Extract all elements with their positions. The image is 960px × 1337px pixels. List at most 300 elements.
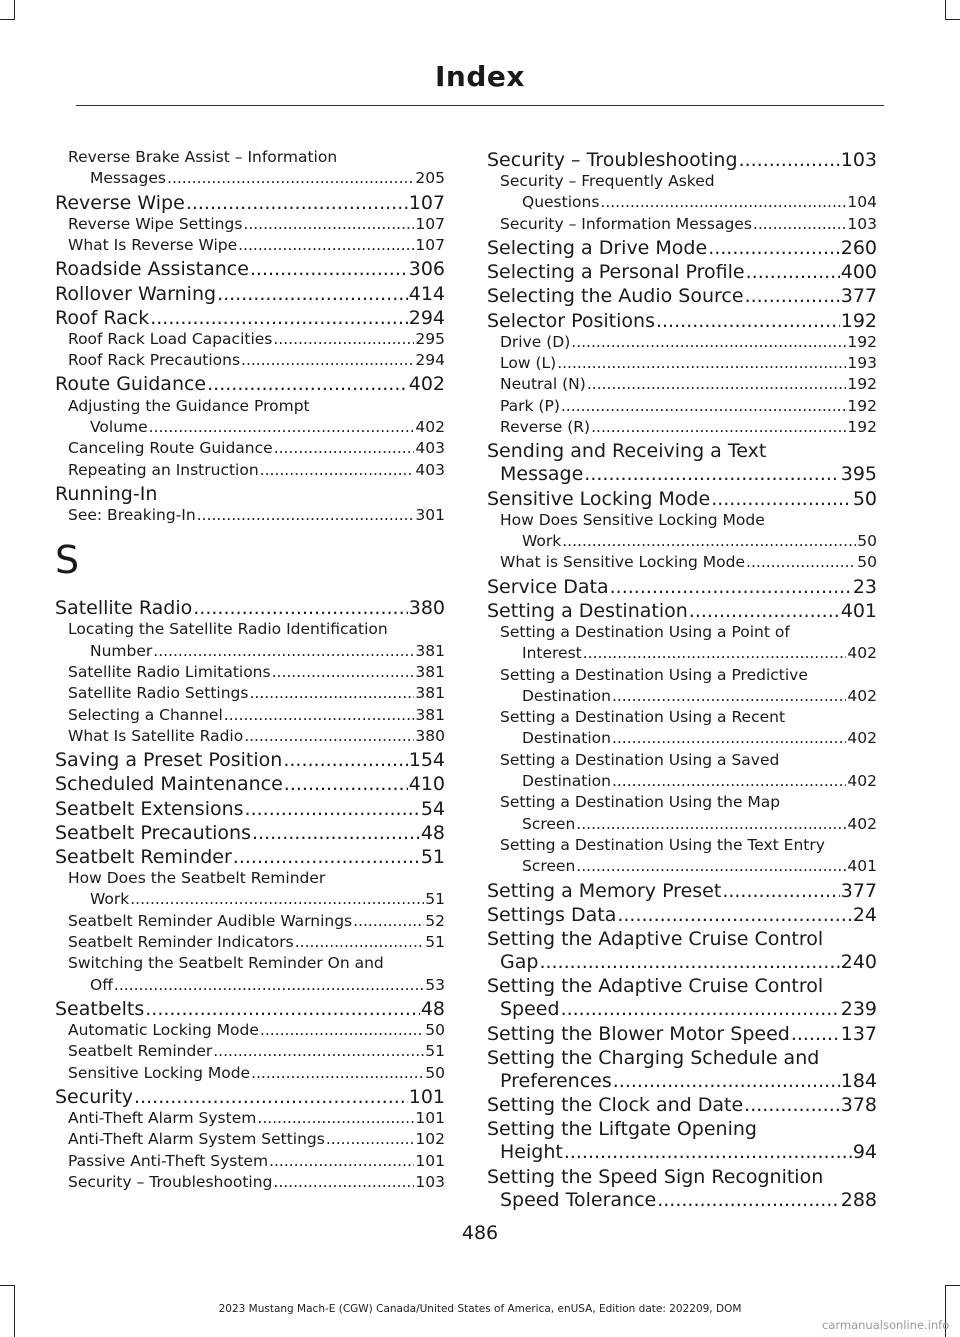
page-reference[interactable]: 401 xyxy=(847,857,877,876)
page-reference[interactable]: 239 xyxy=(840,998,877,1021)
entry-text: Route Guidance xyxy=(55,373,207,396)
index-entry[interactable] xyxy=(487,904,877,927)
entry-text: Drive (D) xyxy=(500,332,571,351)
index-subentry[interactable] xyxy=(55,663,445,684)
entry-text: Saving a Preset Position xyxy=(55,749,283,772)
dot-leader xyxy=(130,890,424,909)
crop-mark xyxy=(946,1285,960,1286)
entry-text: Park (P) xyxy=(500,396,560,415)
entry-text: Setting a Destination xyxy=(487,599,688,622)
dot-leader xyxy=(167,169,414,188)
dot-leader xyxy=(250,258,408,281)
crop-mark xyxy=(946,19,960,20)
index-entry[interactable] xyxy=(487,149,877,172)
entry-text: Setting the Adaptive Cruise Control xyxy=(487,927,824,950)
entry-text: Seatbelts xyxy=(55,997,145,1020)
page-reference[interactable]: 107 xyxy=(408,191,445,214)
entry-text: Message xyxy=(500,463,584,486)
page-reference[interactable]: 402 xyxy=(415,417,445,436)
entry-text: Seatbelt Precautions xyxy=(55,821,251,844)
dot-leader xyxy=(746,261,840,284)
page-reference[interactable]: 51 xyxy=(425,1042,445,1061)
page-reference[interactable]: 294 xyxy=(415,351,445,370)
index-entry[interactable] xyxy=(55,307,445,330)
entry-text: Selecting a Channel xyxy=(68,705,223,724)
entry-text: Speed xyxy=(500,998,560,1021)
entry-text: Work xyxy=(522,532,562,551)
page-reference[interactable]: 380 xyxy=(408,597,445,620)
entry-text: Screen xyxy=(522,857,576,876)
page-reference[interactable]: 50 xyxy=(425,1021,445,1040)
entry-text: Satellite Radio Settings xyxy=(68,684,249,703)
dot-leader xyxy=(746,553,856,572)
page-reference[interactable]: 50 xyxy=(857,553,877,572)
page-reference[interactable]: 103 xyxy=(415,1173,445,1192)
index-subentry[interactable] xyxy=(55,215,445,236)
index-entry[interactable] xyxy=(487,880,877,903)
index-subentry[interactable] xyxy=(55,727,445,748)
entry-text: Seatbelt Extensions xyxy=(55,797,244,820)
dot-leader xyxy=(591,418,846,437)
page-reference[interactable]: 52 xyxy=(425,911,445,930)
index-entry[interactable] xyxy=(55,258,445,281)
index-entry[interactable] xyxy=(55,846,445,869)
page-reference[interactable]: 192 xyxy=(847,417,877,436)
page-reference[interactable]: 381 xyxy=(415,663,445,682)
page-reference[interactable]: 377 xyxy=(840,879,877,902)
dot-leader xyxy=(576,857,846,876)
entry-text: Messages xyxy=(90,169,167,188)
watermark: carmanualsonline.info xyxy=(822,1318,950,1332)
index-entry[interactable] xyxy=(487,975,877,1021)
page-reference[interactable]: 50 xyxy=(425,1063,445,1082)
entry-text: Security – Frequently Asked xyxy=(500,172,715,191)
page-reference[interactable]: 50 xyxy=(857,532,877,551)
entry-text: Preferences xyxy=(500,1069,612,1092)
dot-leader xyxy=(193,597,407,620)
entry-text: Interest xyxy=(522,644,582,663)
dot-leader xyxy=(564,1141,852,1164)
dot-leader xyxy=(689,600,840,623)
entry-text: Destination xyxy=(522,729,611,748)
page-reference[interactable]: 24 xyxy=(852,903,877,926)
dot-leader xyxy=(241,351,414,370)
page-reference[interactable]: 192 xyxy=(847,375,877,394)
dot-leader xyxy=(657,1189,840,1212)
entry-text: Seatbelt Reminder xyxy=(68,1042,213,1061)
index-subentry[interactable] xyxy=(55,933,445,954)
dot-leader xyxy=(353,912,424,931)
index-subentry[interactable] xyxy=(55,1021,445,1042)
dot-leader xyxy=(274,439,415,458)
page-reference[interactable]: 414 xyxy=(408,282,445,305)
index-entry[interactable] xyxy=(487,576,877,599)
dot-leader xyxy=(576,815,846,834)
entry-text: Setting the Adaptive Cruise Control xyxy=(487,975,824,998)
index-subentry[interactable] xyxy=(55,1042,445,1063)
entry-text: Selecting a Drive Mode xyxy=(487,237,708,260)
section-letter: S xyxy=(55,538,80,583)
page-reference[interactable]: 378 xyxy=(840,1094,877,1117)
dot-leader xyxy=(260,461,415,480)
page-reference[interactable]: 381 xyxy=(415,684,445,703)
dot-leader xyxy=(791,1023,840,1046)
index-subentry[interactable] xyxy=(55,1173,445,1194)
dot-leader xyxy=(557,354,846,373)
index-entry[interactable] xyxy=(55,798,445,821)
dot-leader xyxy=(612,772,846,791)
dot-leader xyxy=(571,333,846,352)
index-subentry[interactable] xyxy=(55,1152,445,1173)
entry-text: Number xyxy=(90,641,153,660)
entry-text: Security – Troubleshooting xyxy=(68,1173,273,1192)
entry-text: Seatbelt Reminder Audible Warnings xyxy=(68,911,353,930)
dot-leader xyxy=(233,846,420,869)
dot-leader xyxy=(145,998,420,1021)
entry-text: What is Sensitive Locking Mode xyxy=(500,553,746,572)
page-reference[interactable]: 402 xyxy=(847,686,877,705)
page-reference[interactable]: 402 xyxy=(847,729,877,748)
index-entry[interactable] xyxy=(487,488,877,511)
page-reference[interactable]: 48 xyxy=(420,821,445,844)
entry-text: Off xyxy=(90,975,113,994)
dot-leader xyxy=(326,1130,415,1149)
index-subentry[interactable] xyxy=(487,215,877,236)
entry-text: Service Data xyxy=(487,575,609,598)
index-entry[interactable] xyxy=(55,773,445,796)
page-reference[interactable]: 400 xyxy=(840,261,877,284)
entry-text: Repeating an Instruction xyxy=(68,460,259,479)
dot-leader xyxy=(186,192,408,215)
dot-leader xyxy=(260,1021,424,1040)
page-reference[interactable]: 402 xyxy=(847,644,877,663)
index-entry[interactable] xyxy=(487,1094,877,1117)
dot-leader xyxy=(251,1064,424,1083)
index-subentry[interactable] xyxy=(55,506,445,527)
entry-text: Satellite Radio xyxy=(55,597,193,620)
page-reference[interactable]: 260 xyxy=(840,237,877,260)
dot-leader xyxy=(134,1086,408,1109)
entry-text: Setting a Memory Preset xyxy=(487,879,722,902)
dot-leader xyxy=(295,933,425,952)
page-reference[interactable]: 137 xyxy=(840,1022,877,1045)
index-entry[interactable] xyxy=(487,1118,877,1164)
index-entry[interactable] xyxy=(55,1086,445,1109)
crop-mark xyxy=(14,0,15,20)
page-reference[interactable]: 410 xyxy=(408,773,445,796)
page-reference[interactable]: 381 xyxy=(415,705,445,724)
page-title: Index xyxy=(435,60,525,93)
index-entry[interactable] xyxy=(55,998,445,1021)
crop-mark xyxy=(0,19,14,20)
dot-leader xyxy=(600,193,846,212)
index-subentry[interactable] xyxy=(487,793,877,836)
entry-text: How Does the Seatbelt Reminder xyxy=(68,869,326,888)
index-entry[interactable] xyxy=(487,237,877,260)
page-reference[interactable]: 101 xyxy=(415,1109,445,1128)
dot-leader xyxy=(245,798,420,821)
index-subentry[interactable] xyxy=(55,351,445,372)
index-subentry[interactable] xyxy=(487,751,877,794)
index-entry[interactable] xyxy=(55,749,445,772)
entry-text: Locating the Satellite Radio Identification xyxy=(68,620,388,639)
dot-leader xyxy=(283,749,407,772)
index-subentry[interactable] xyxy=(487,172,877,215)
entry-text: Volume xyxy=(90,417,148,436)
entry-text: Selecting a Personal Profile xyxy=(487,261,745,284)
dot-leader xyxy=(249,684,414,703)
entry-text: Height xyxy=(500,1141,563,1164)
entry-text: Adjusting the Guidance Prompt xyxy=(68,396,310,415)
index-subentry[interactable] xyxy=(55,236,445,257)
page-reference[interactable]: 402 xyxy=(847,814,877,833)
entry-text: Destination xyxy=(522,686,611,705)
entry-text: Seatbelt Reminder Indicators xyxy=(68,933,294,951)
dot-leader xyxy=(656,310,840,333)
entry-text: Setting the Charging Schedule and xyxy=(487,1046,820,1069)
index-subentry[interactable] xyxy=(55,397,445,440)
page-reference[interactable]: 402 xyxy=(408,373,445,396)
page-reference[interactable]: 102 xyxy=(415,1130,445,1149)
index-entry[interactable] xyxy=(55,483,445,506)
dot-leader xyxy=(284,773,408,796)
page-reference[interactable]: 401 xyxy=(840,599,877,622)
page-reference[interactable]: 104 xyxy=(847,193,877,212)
index-subentry[interactable] xyxy=(487,708,877,751)
index-subentry[interactable] xyxy=(55,148,445,191)
page-reference[interactable]: 184 xyxy=(840,1069,877,1092)
entry-text: Scheduled Maintenance xyxy=(55,773,283,796)
dot-leader xyxy=(753,215,846,234)
dot-leader xyxy=(243,215,414,234)
index-subentry[interactable] xyxy=(55,1064,445,1085)
entry-text: Anti-Theft Alarm System Settings xyxy=(68,1130,325,1149)
entry-text: Sensitive Locking Mode xyxy=(487,487,711,510)
index-subentry[interactable] xyxy=(55,954,445,997)
entry-text: Reverse Wipe xyxy=(55,191,185,214)
dot-leader xyxy=(745,285,840,308)
page-reference[interactable]: 192 xyxy=(847,396,877,415)
index-subentry[interactable] xyxy=(487,418,877,439)
dot-leader xyxy=(269,1152,414,1171)
index-subentry[interactable] xyxy=(487,666,877,709)
entry-text: Setting a Destination Using the Text Entry xyxy=(500,835,825,854)
page-reference[interactable]: 380 xyxy=(415,726,445,745)
entry-text: Canceling Route Guidance xyxy=(68,439,273,458)
entry-text: Settings Data xyxy=(487,903,617,926)
index-subentry[interactable] xyxy=(55,1130,445,1151)
entry-text: Setting a Destination Using a Point of xyxy=(500,622,790,641)
entry-text: Setting a Destination Using a Recent xyxy=(500,708,786,727)
crop-mark xyxy=(945,0,946,20)
entry-text: Security – Information Messages xyxy=(500,214,752,233)
index-subentry[interactable] xyxy=(55,439,445,460)
index-entry[interactable] xyxy=(487,285,877,308)
index-subentry[interactable] xyxy=(55,330,445,351)
entry-text: How Does Sensitive Locking Mode xyxy=(500,510,765,529)
page-reference[interactable]: 381 xyxy=(415,641,445,660)
entry-text: Selecting the Audio Source xyxy=(487,285,744,308)
dot-leader xyxy=(224,706,415,725)
dot-leader xyxy=(238,236,414,255)
page-reference[interactable]: 107 xyxy=(415,236,445,255)
index-subentry[interactable] xyxy=(55,461,445,482)
dot-leader xyxy=(617,904,851,927)
index-subentry[interactable] xyxy=(487,836,877,879)
page-reference[interactable]: 192 xyxy=(847,332,877,351)
page-reference[interactable]: 192 xyxy=(840,309,877,332)
page-reference[interactable]: 50 xyxy=(852,487,877,510)
entry-text: Work xyxy=(90,890,130,909)
header-divider xyxy=(76,105,884,106)
index-entry[interactable] xyxy=(55,822,445,845)
page-reference[interactable]: 288 xyxy=(840,1188,877,1211)
entry-text: See: Breaking-In xyxy=(68,506,196,524)
entry-text: Setting the Blower Motor Speed xyxy=(487,1022,790,1045)
index-subentry[interactable] xyxy=(55,1109,445,1130)
entry-text: Setting the Liftgate Opening xyxy=(487,1118,757,1141)
page-reference[interactable]: 51 xyxy=(425,933,445,951)
entry-text: Switching the Seatbelt Reminder On and xyxy=(68,954,384,973)
entry-text: Screen xyxy=(522,814,576,833)
page-reference[interactable]: 53 xyxy=(425,975,445,994)
dot-leader xyxy=(722,880,839,903)
page-reference[interactable]: 103 xyxy=(840,149,877,171)
index-column-left xyxy=(55,148,445,1194)
page-reference[interactable]: 403 xyxy=(415,439,445,458)
index-entry[interactable] xyxy=(487,261,877,284)
page-reference[interactable]: 103 xyxy=(847,214,877,233)
index-entry[interactable] xyxy=(487,1166,877,1212)
page-reference[interactable]: 101 xyxy=(415,1151,445,1170)
index-subentry[interactable] xyxy=(487,553,877,574)
entry-text: Setting a Destination Using the Map xyxy=(500,793,781,812)
entry-text: Passive Anti-Theft System xyxy=(68,1151,269,1170)
index-column-right xyxy=(487,148,877,1212)
index-entry[interactable] xyxy=(487,1023,877,1046)
entry-text: Gap xyxy=(500,951,539,974)
entry-text: Questions xyxy=(522,193,600,212)
entry-text: Roof Rack Load Capacities xyxy=(68,329,273,348)
dot-leader xyxy=(612,687,846,706)
index-entry[interactable] xyxy=(55,192,445,215)
dot-leader xyxy=(153,642,414,661)
index-subentry[interactable] xyxy=(487,333,877,354)
dot-leader xyxy=(708,237,840,260)
page-reference[interactable]: 395 xyxy=(840,463,877,486)
dot-leader xyxy=(561,397,847,416)
page-reference[interactable]: 154 xyxy=(408,749,445,772)
entry-text: Setting the Speed Sign Recognition xyxy=(487,1165,824,1188)
dot-leader xyxy=(613,1070,840,1093)
dot-leader xyxy=(114,976,424,995)
dot-leader xyxy=(213,1042,424,1061)
page-reference[interactable]: 205 xyxy=(415,169,445,188)
index-entry[interactable] xyxy=(55,597,445,620)
dot-leader xyxy=(273,1173,414,1192)
entry-text: Security xyxy=(55,1085,134,1108)
dot-leader xyxy=(583,644,847,663)
index-subentry[interactable] xyxy=(55,869,445,912)
page-reference[interactable]: 377 xyxy=(840,285,877,308)
dot-leader xyxy=(539,951,839,974)
entry-text: Sending and Receiving a Text xyxy=(487,440,767,463)
page-reference[interactable]: 51 xyxy=(425,890,445,909)
index-subentry[interactable] xyxy=(55,620,445,663)
entry-text: Running-In xyxy=(55,482,158,505)
entry-text: Automatic Locking Mode xyxy=(68,1021,259,1040)
entry-text: What Is Reverse Wipe xyxy=(68,236,238,255)
index-entry[interactable] xyxy=(55,373,445,396)
dot-leader xyxy=(584,463,839,486)
entry-text: Reverse Brake Assist – Information xyxy=(68,148,338,166)
dot-leader xyxy=(612,729,846,748)
entry-text: Sensitive Locking Mode xyxy=(68,1063,251,1082)
entry-text: Seatbelt Reminder xyxy=(55,845,232,868)
entry-text: Setting a Destination Using a Saved xyxy=(500,750,780,769)
index-subentry[interactable] xyxy=(55,706,445,727)
dot-leader xyxy=(207,373,408,396)
entry-text: Roof Rack Precautions xyxy=(68,351,241,370)
index-subentry[interactable] xyxy=(487,375,877,396)
dot-leader xyxy=(587,375,847,394)
page-reference[interactable]: 403 xyxy=(415,460,445,479)
index-entry[interactable] xyxy=(487,1047,877,1093)
page-reference[interactable]: 294 xyxy=(408,306,445,329)
entry-text: Setting a Destination Using a Predictive xyxy=(500,665,808,684)
page-reference[interactable]: 54 xyxy=(420,797,445,820)
page-reference[interactable]: 107 xyxy=(415,214,445,233)
dot-leader xyxy=(739,149,840,172)
index-subentry[interactable] xyxy=(487,354,877,375)
dot-leader xyxy=(244,727,414,746)
entry-text: Destination xyxy=(522,772,611,791)
page-reference[interactable]: 240 xyxy=(840,951,877,974)
index-subentry[interactable] xyxy=(487,623,877,666)
entry-text: Reverse Wipe Settings xyxy=(68,214,243,233)
page-reference[interactable]: 295 xyxy=(415,329,445,348)
dot-leader xyxy=(273,330,414,349)
dot-leader xyxy=(744,1094,840,1117)
dot-leader xyxy=(217,283,408,306)
index-subentry[interactable] xyxy=(55,912,445,933)
page-reference[interactable]: 23 xyxy=(852,575,877,598)
index-entry[interactable] xyxy=(487,600,877,623)
dot-leader xyxy=(257,1109,414,1128)
index-entry[interactable] xyxy=(55,283,445,306)
index-subentry[interactable] xyxy=(487,397,877,418)
page-reference[interactable]: 301 xyxy=(415,506,445,524)
index-entry[interactable] xyxy=(487,440,877,486)
page-reference[interactable]: 306 xyxy=(408,258,445,281)
index-subentry[interactable] xyxy=(55,684,445,705)
dot-leader xyxy=(197,506,415,525)
index-entry[interactable] xyxy=(487,310,877,333)
entry-text: Neutral (N) xyxy=(500,375,586,394)
crop-mark xyxy=(0,1285,14,1286)
page-reference[interactable]: 101 xyxy=(408,1085,445,1108)
page-reference[interactable]: 51 xyxy=(420,845,445,868)
entry-text: Anti-Theft Alarm System xyxy=(68,1109,257,1128)
page-reference[interactable]: 402 xyxy=(847,772,877,791)
index-entry[interactable] xyxy=(487,928,877,974)
index-subentry[interactable] xyxy=(487,511,877,554)
page-reference[interactable]: 193 xyxy=(847,354,877,373)
entry-text: Rollover Warning xyxy=(55,282,217,305)
page-reference[interactable]: 48 xyxy=(420,997,445,1020)
page-reference[interactable]: 94 xyxy=(852,1141,877,1164)
page-number: 486 xyxy=(461,1222,499,1244)
